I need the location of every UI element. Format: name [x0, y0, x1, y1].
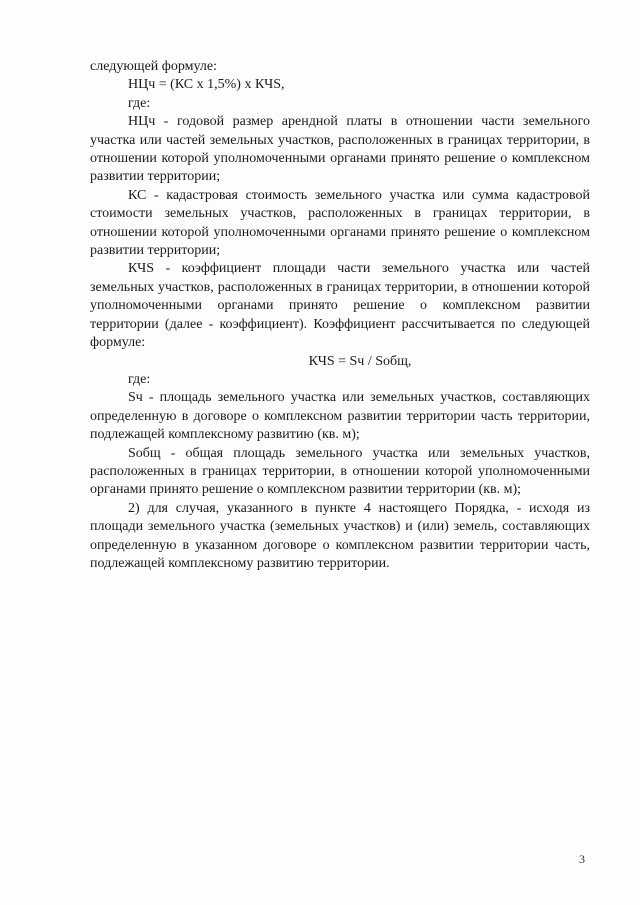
formula-ntsch: НЦч = (КС х 1,5%) х КЧS,	[128, 77, 285, 93]
where-label-2: где:	[128, 371, 151, 387]
intro-line: следующей формуле:	[90, 59, 217, 74]
definition-ntsch: НЦч - годовой размер арендной платы в отношении части земельного участка или частей земельных участков, расположенных в границах территории, в отношении которой уполномоченными органами принято решение о комплексном развитии территории;	[90, 114, 590, 185]
item-2-paragraph: 2) для случая, указанного в пункте 4 настоящего Порядка, - исходя из площади земельного участка (земельных участков) и (или) земель, составляющих определенную в указанном договоре о комплексном развитии территории часть, подлежащей комплексному развитию территории.	[90, 500, 590, 571]
definition-sch: Sч - площадь земельного участка или земельных участков, составляющих определенную в договоре о комплексном развитии территории часть территории, подлежащей комплексному развитию (кв. м);	[90, 390, 590, 443]
where-label: где:	[128, 95, 151, 111]
definition-sobsh: Sобщ - общая площадь земельного участка или земельных участков, расположенных в границах территории, в отношении которой уполномоченными органами принято решение о комплексном развитии территории (кв. м);	[90, 445, 590, 498]
document-body	[90, 58, 590, 573]
formula-kchs: КЧS = Sч / Sобщ,	[308, 353, 412, 369]
definition-ks: КС - кадастровая стоимость земельного участка или сумма кадастровой стоимости земельных участков, расположенных в границах территории, в отношении которой уполномоченными органами принято решение о комплексном развитии территории;	[90, 187, 590, 259]
definition-kchs: КЧS - коэффициент площади части земельного участка или частей земельных участков, расположенных в границах территории, в отношении которой уполномоченными органами принято решение о комплексном развитии территории (далее - коэффициент). Коэффициент рассчитывается по следующей формуле:	[90, 261, 590, 351]
page-number: 3	[579, 852, 585, 866]
